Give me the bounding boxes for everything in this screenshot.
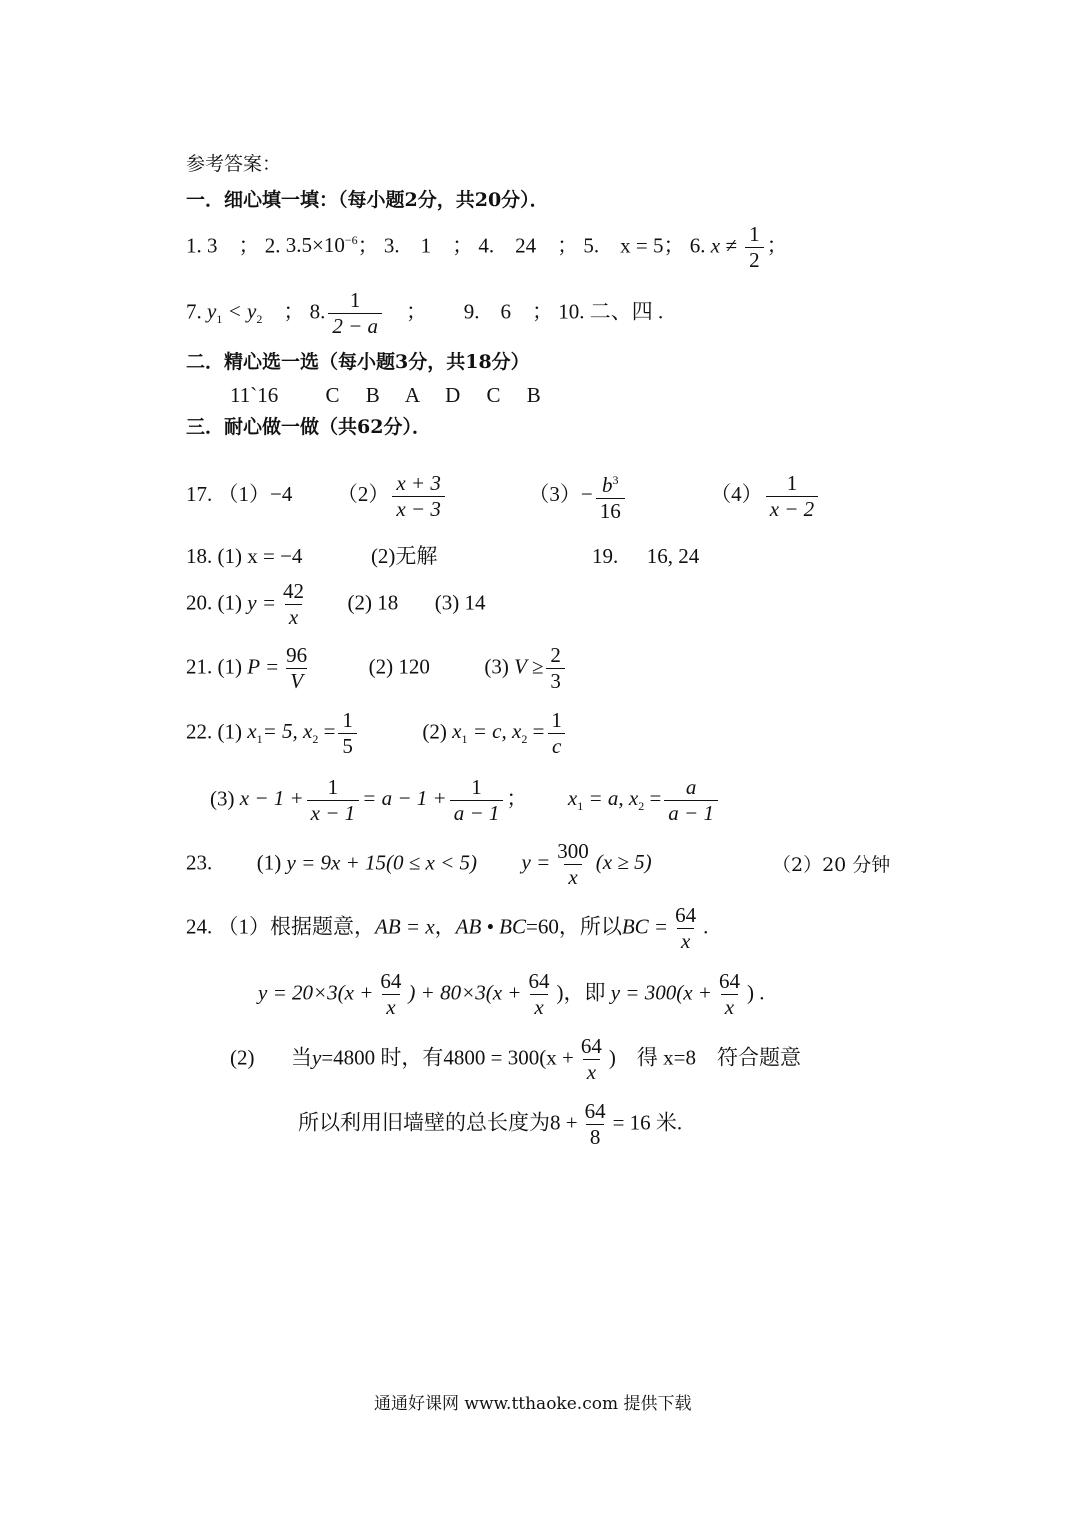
q21-p1-fraction: $\frac{96}{V}$	[286, 643, 308, 693]
q22-p1: $x_1= 5$, $x_2$ = $\frac{1}{5}$	[247, 719, 360, 743]
q20-p2: (2) 18	[347, 590, 399, 615]
q24-bc-fraction: $\frac{64}{x}$	[675, 903, 697, 953]
mc-answer: B	[526, 383, 541, 407]
q17-p4: （4） $\frac{1}{x - 2}$	[710, 482, 821, 506]
q20-line: 20. (1) y = $\frac{42}{x}$ (2) 18 (3) 14	[186, 579, 486, 629]
q23-label: 23.	[186, 850, 213, 875]
q17-p2: （2） $\frac{x + 3}{x - 3}$	[337, 482, 448, 506]
q6-label: 6.	[689, 233, 706, 258]
q18-label: 18.	[186, 544, 213, 568]
q2-label: 2.	[264, 233, 281, 258]
q21-p3-lhs: V ≥	[514, 654, 544, 679]
q24-line3: (2) 当y=4800 时，有4800 = 300(x + $\frac{64}{x}$ ) 得 x=8 符合题意	[230, 1034, 801, 1084]
q17-p3: （3）− $\frac{b^3}{16}$	[528, 482, 627, 506]
mc-range: 11`16	[230, 383, 279, 407]
q23-p2: （2）20 分钟	[772, 854, 891, 876]
q22-p3-eq: x − 1 + $\frac{1}{x - 1}$ = a − 1 + $\frac{1}{a - 1}$	[240, 786, 507, 810]
q21-line: 21. (1) P = $\frac{96}{V}$ (2) 120 (3) V ≥ $\frac{2}{3}$	[186, 643, 568, 694]
q22-label: 22.	[186, 719, 213, 744]
q10-answer: 10. 二、四 .	[558, 299, 664, 324]
q5-answer: 5. x = 5	[583, 233, 664, 258]
section1-line2: 7. $y_1 < y_2$ ； 8. $\frac{1}{2 - a}$ ； 9. 6 ； 10. 二、四 .	[186, 288, 664, 338]
q23-p1-piece1: y = 9x + 15(0 ≤ x < 5)	[286, 850, 477, 875]
q17-label: 17.	[186, 481, 213, 506]
mc-answer: A	[404, 383, 419, 407]
q18-p1: (1) x = −4	[217, 544, 303, 568]
section2-heading: 二．精心选一选（每小题3分，共18分）	[186, 351, 530, 373]
q20-p1-fraction: $\frac{42}{x}$	[283, 579, 304, 629]
q8-label: 8.	[309, 299, 326, 324]
q21-p2: (2) 120	[368, 654, 430, 679]
q20-p3: (3) 14	[434, 590, 486, 615]
q24-line2: y = 20×3(x + $\frac{64}{x}$ ) + 80×3(x + $\frac{64}{x}$ )，即 y = 300(x + $\frac{64}{x}$ ) .	[258, 969, 765, 1019]
q22-line1: 22. (1) $x_1= 5$, $x_2$ = $\frac{1}{5}$ (2) $x_1 = c$, $x_2$ = $\frac{1}{c}$	[186, 708, 569, 759]
q6-lhs: x ≠	[710, 233, 737, 258]
answer-title: 参考答案：	[186, 153, 282, 175]
q19-line	[592, 544, 699, 568]
q7-answer: $y_1 < y_2$	[207, 299, 263, 327]
q7-label: 7.	[186, 299, 202, 324]
q9-answer: 9. 6	[463, 299, 511, 324]
section3-heading: 三．耐心做一做（共62分）．	[186, 416, 431, 438]
q17-line	[186, 468, 821, 524]
q21-p3-fraction: $\frac{2}{3}$	[546, 643, 565, 694]
footer-text: 通通好课网 www.tthaoke.com 提供下载	[374, 1394, 692, 1414]
q24-line1: 24. （1）根据题意，AB = x，AB • BC=60，所以BC = $\frac{64}{x}$ .	[186, 903, 709, 953]
q22-p2: $x_1 = c$, $x_2$ = $\frac{1}{c}$	[452, 719, 569, 743]
q21-p1-lhs: P =	[247, 654, 280, 679]
q4-answer: 4. 24	[478, 233, 537, 258]
q1-answer: 1. 3	[186, 233, 218, 258]
q8-fraction: $\frac{1}{2 - a}$	[328, 288, 382, 339]
q22-line2: (3) x − 1 + $\frac{1}{x - 1}$ = a − 1 + $\frac{1}{a - 1}$ ； $x_1 = a$, $x_2$ = $\frac{a}{a - 1}$	[210, 775, 721, 826]
mc-answer: C	[486, 383, 501, 407]
q6-fraction: $\frac{1}{2}$	[745, 222, 764, 273]
q2-answer: $3.5\times 10^{-6}$	[285, 233, 358, 258]
q18-line	[186, 544, 437, 568]
q21-label: 21.	[186, 654, 213, 679]
q20-p1-lhs: y =	[247, 590, 276, 615]
q20-label: 20.	[186, 590, 213, 615]
section1-heading: 一．细心填一填：（每小题2分，共20分）．	[186, 189, 549, 211]
q18-p2: (2)无解	[370, 544, 438, 568]
q17-p1: （1）−4	[217, 481, 293, 506]
mc-answer: B	[365, 383, 380, 407]
section1-line1: 1. 3 ； 2. $3.5\times 10^{-6}$； 3. 1 ； 4. 24 ； 5. x = 5； 6. x ≠ $\frac{1}{2}$ ；	[186, 222, 788, 272]
q24-line4: 所以利用旧墙壁的总长度为8 + $\frac{64}{8}$ = 16 米.	[298, 1099, 683, 1149]
mc-answer: C	[325, 383, 340, 407]
q23-line: 23. (1) y = 9x + 15(0 ≤ x < 5) y = $\frac{300}{x}$ (x ≥ 5)	[186, 839, 652, 889]
section2-answers	[230, 383, 541, 407]
q19-answer: 16, 24	[646, 544, 700, 568]
q23-p1-piece2: y = $\frac{300}{x}$ (x ≥ 5)	[521, 839, 652, 889]
q22-p3-ans: $x_1 = a$, $x_2$ = $\frac{a}{a - 1}$	[568, 786, 721, 810]
q3-answer: 3. 1	[383, 233, 432, 258]
q24-label: 24.	[186, 914, 213, 939]
mc-answer: D	[445, 383, 461, 407]
q19-label: 19.	[592, 544, 619, 568]
